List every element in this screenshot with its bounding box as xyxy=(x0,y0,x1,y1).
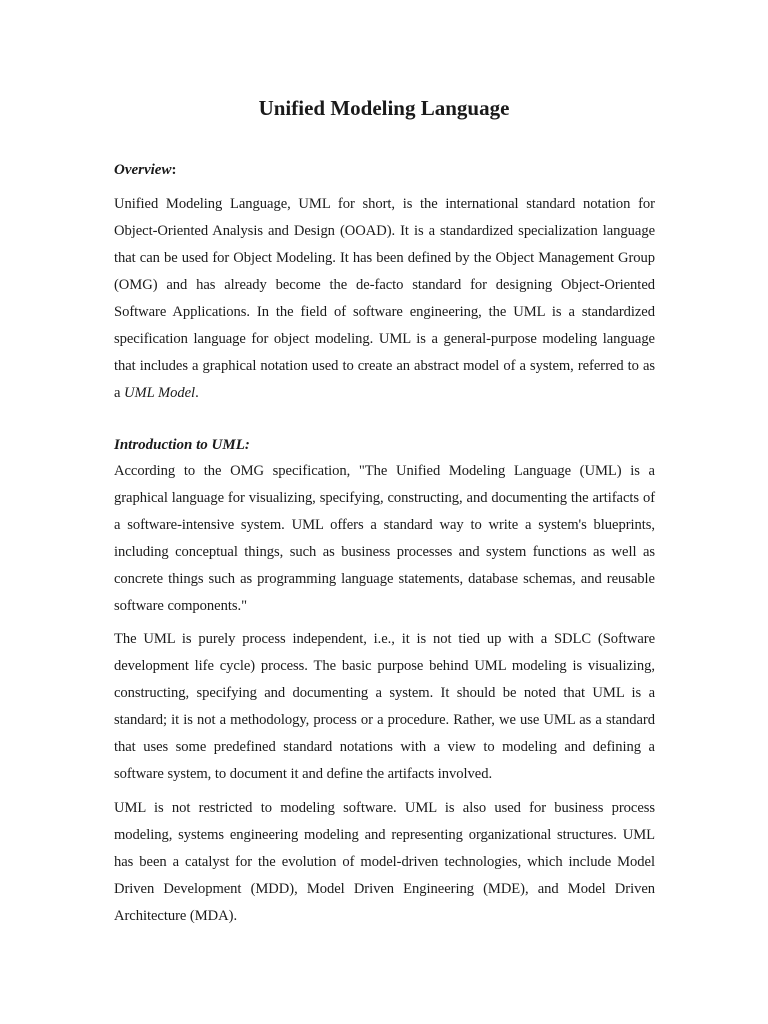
overview-paragraph-text: Unified Modeling Language, UML for short, is the international standard notation for Object-Oriented Analysis and Design (OOAD). It is a standardized specialization language that can be used for Object Modeling. It has been defined by the Object Management Group (OMG) and has already become the de-facto standard for designing Object-Oriented Software Applications. In the field of software engineering, the UML is a standardized specification language for object modeling. UML is a general-purpose modeling language that includes a graphical notation used to create an abstract model of a system, referred to as a xyxy=(114,196,655,401)
introduction-heading: Introduction to UML: xyxy=(114,437,250,453)
introduction-paragraph: UML is not restricted to modeling software. UML is also used for business process modeling, systems engineering modeling and representing organizational structures. UML has been a catalyst for the evolution of model-driven technologies, which include Model Driven Development (MDD), Model Driven Engineering (MDE), and Model Driven Architecture (MDA). xyxy=(114,800,655,924)
introduction-paragraph: According to the OMG specification, "The Unified Modeling Language (UML) is a graphical language for visualizing, specifying, constructing, and documenting the artifacts of a software-intensive system. UML offers a standard way to write a system's blueprints, including conceptual things, such as business processes and system functions as well as concrete things such as programming language statements, database schemas, and reusable software components." xyxy=(114,463,655,614)
overview-heading-text: Overview xyxy=(114,162,172,178)
overview-paragraph xyxy=(114,191,655,407)
uml-model-emphasis: UML Model xyxy=(124,385,196,401)
overview-heading xyxy=(114,157,176,183)
document-title: Unified Modeling Language xyxy=(258,96,510,120)
introduction-paragraph: The UML is purely process independent, i.e., it is not tied up with a SDLC (Software development life cycle) process. The basic purpose behind UML modeling is visualizing, constructing, specifying and documenting a system. It should be noted that UML is a standard; it is not a methodology, process or a procedure. Rather, we use UML as a standard that uses some predefined standard notations with a view to modeling and defining a software system, to document it and define the artifacts involved. xyxy=(114,631,655,782)
overview-heading-colon: : xyxy=(171,162,177,178)
overview-paragraph-end: . xyxy=(195,385,199,401)
